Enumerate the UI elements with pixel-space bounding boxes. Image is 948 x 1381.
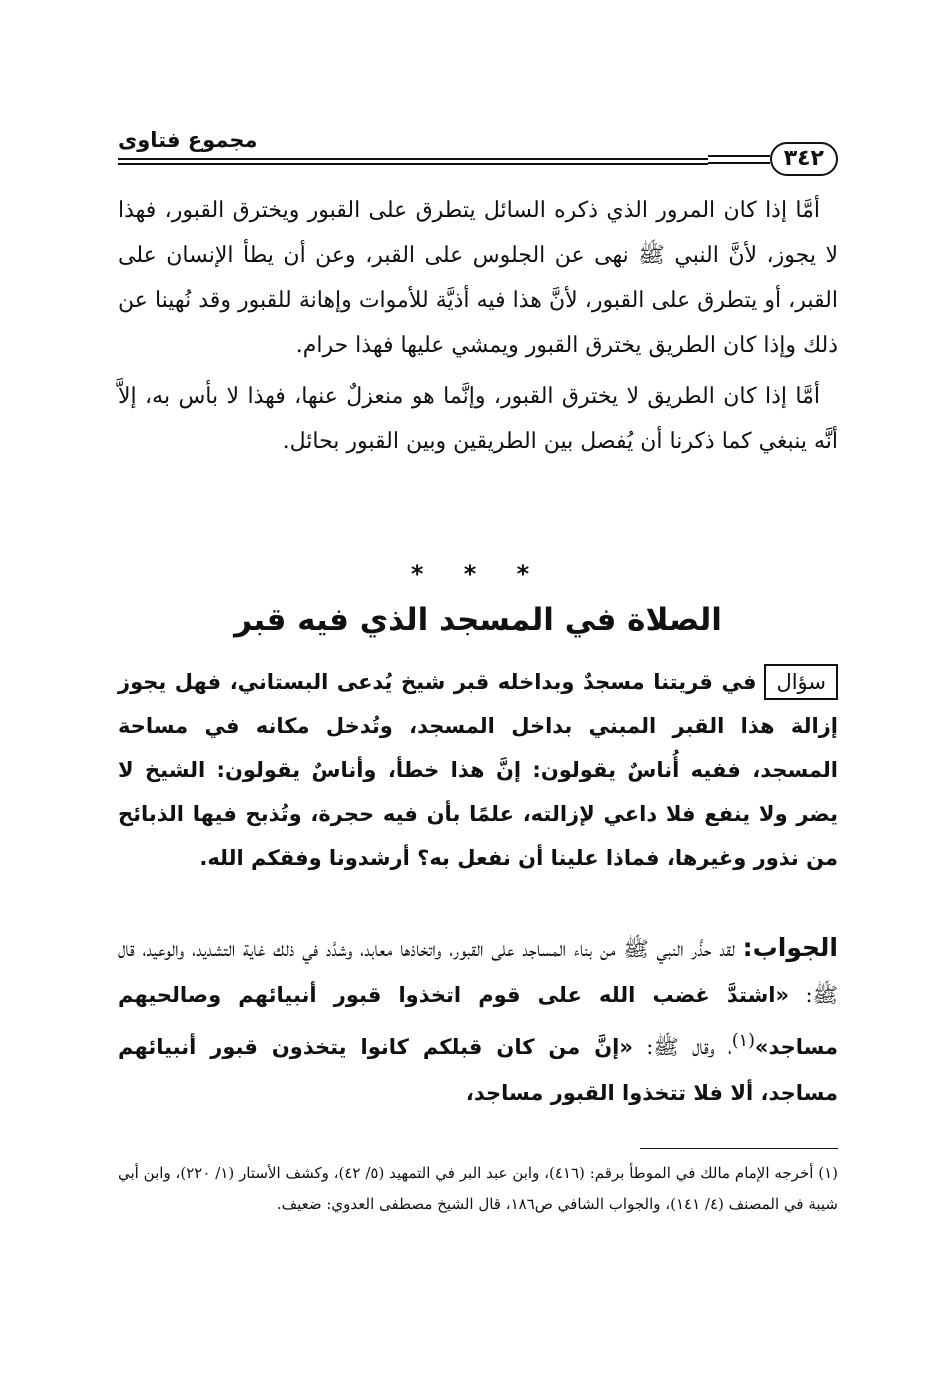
book-title: مجموع فتاوى <box>118 128 258 152</box>
paragraph-2: أمَّا إذا كان الطريق لا يخترق القبور، وإنَّما هو منعزلٌ عنها، فهذا لا بأس به، إلاَّ أنَّه ينبغي كما ذكرنا أن يُفصل بين الطريقين وبين القبور بحائل. <box>118 384 838 454</box>
question-text: في قريتنا مسجدٌ وبداخله قبر شيخ يُدعى البستاني، فهل يجوز إزالة هذا القبر المبني بداخل المسجد، وتُدخل مكانه في مساحة المسجد، ففيه أُناسٌ يقولون: إنَّ هذا خطأ، وأناسٌ يقولون: الشيخ لا يضر ولا ينفع فلا داعي لإزالته، علمًا بأن فيه حجرة، وتُذبح فيها الذبائح من نذور وغيرها، فماذا علينا أن نفعل به؟ أرشدونا وفقكم الله. <box>118 670 838 870</box>
answer-continuation: ، وقال ﷺ: <box>632 1035 732 1059</box>
paragraph-1: أمَّا إذا كان المرور الذي ذكره السائل يتطرق على القبور ويخترق القبور، فهذا لا يجوز، لأنَّ النبي ﷺ نهى عن الجلوس على القبر، وعن أن يطأ الإنسان على القبر، أو يتطرق على القبور، لأنَّ هذا فيه أذيَّة للأموات وإهانة للقبور وقد نُهينا عن ذلك وإذا كان الطريق يخترق القبور ويمشي عليها فهذا حرام. <box>118 198 838 358</box>
question-label: سؤال <box>764 664 838 700</box>
page-number-group <box>704 142 838 176</box>
answer-label: الجواب: <box>742 933 838 962</box>
page-number: ٣٤٢ <box>770 142 838 176</box>
footnote: (١) أخرجه الإمام مالك في الموطأ برقم: (٤١٦)، وابن عبد البر في التمهيد (٥/ ٤٢)، وكشف الأستار (١/ ٢٢٠)، وابن أبي شيبة في المصنف (٤/ ١٤١)، والجواب الشافي ص١٨٦، قال الشيخ مصطفى العدوي: ضعيف. <box>118 1164 839 1213</box>
section-separator: * * * <box>410 560 546 588</box>
hadith-quote-1: «اشتدَّ غضب الله على قوم اتخذوا قبور أنبيائهم وصالحيهم مساجد» <box>118 983 838 1059</box>
page-number-rule <box>708 155 770 164</box>
page-header <box>118 120 838 180</box>
body-text <box>118 188 838 464</box>
answer-block <box>118 925 838 1116</box>
section-heading: الصلاة في المسجد الذي فيه قبر <box>234 602 722 638</box>
footnote-rule <box>640 1148 838 1149</box>
hadith-quote-2: «إنَّ من كان قبلكم كانوا يتخذون قبور أنبيائهم مساجد، ألا فلا تتخذوا القبور مساجد، <box>118 1035 838 1105</box>
header-rule <box>118 158 708 165</box>
answer-intro: لقد حذَّر النبي ﷺ من بناء المساجد على القبور، واتخاذها معابد، وشدَّد في ذلك غاية التشديد، والوعيد، قال ﷺ: <box>118 937 838 1007</box>
question-block <box>118 660 838 880</box>
footnote-reference: (١) <box>731 1031 755 1051</box>
